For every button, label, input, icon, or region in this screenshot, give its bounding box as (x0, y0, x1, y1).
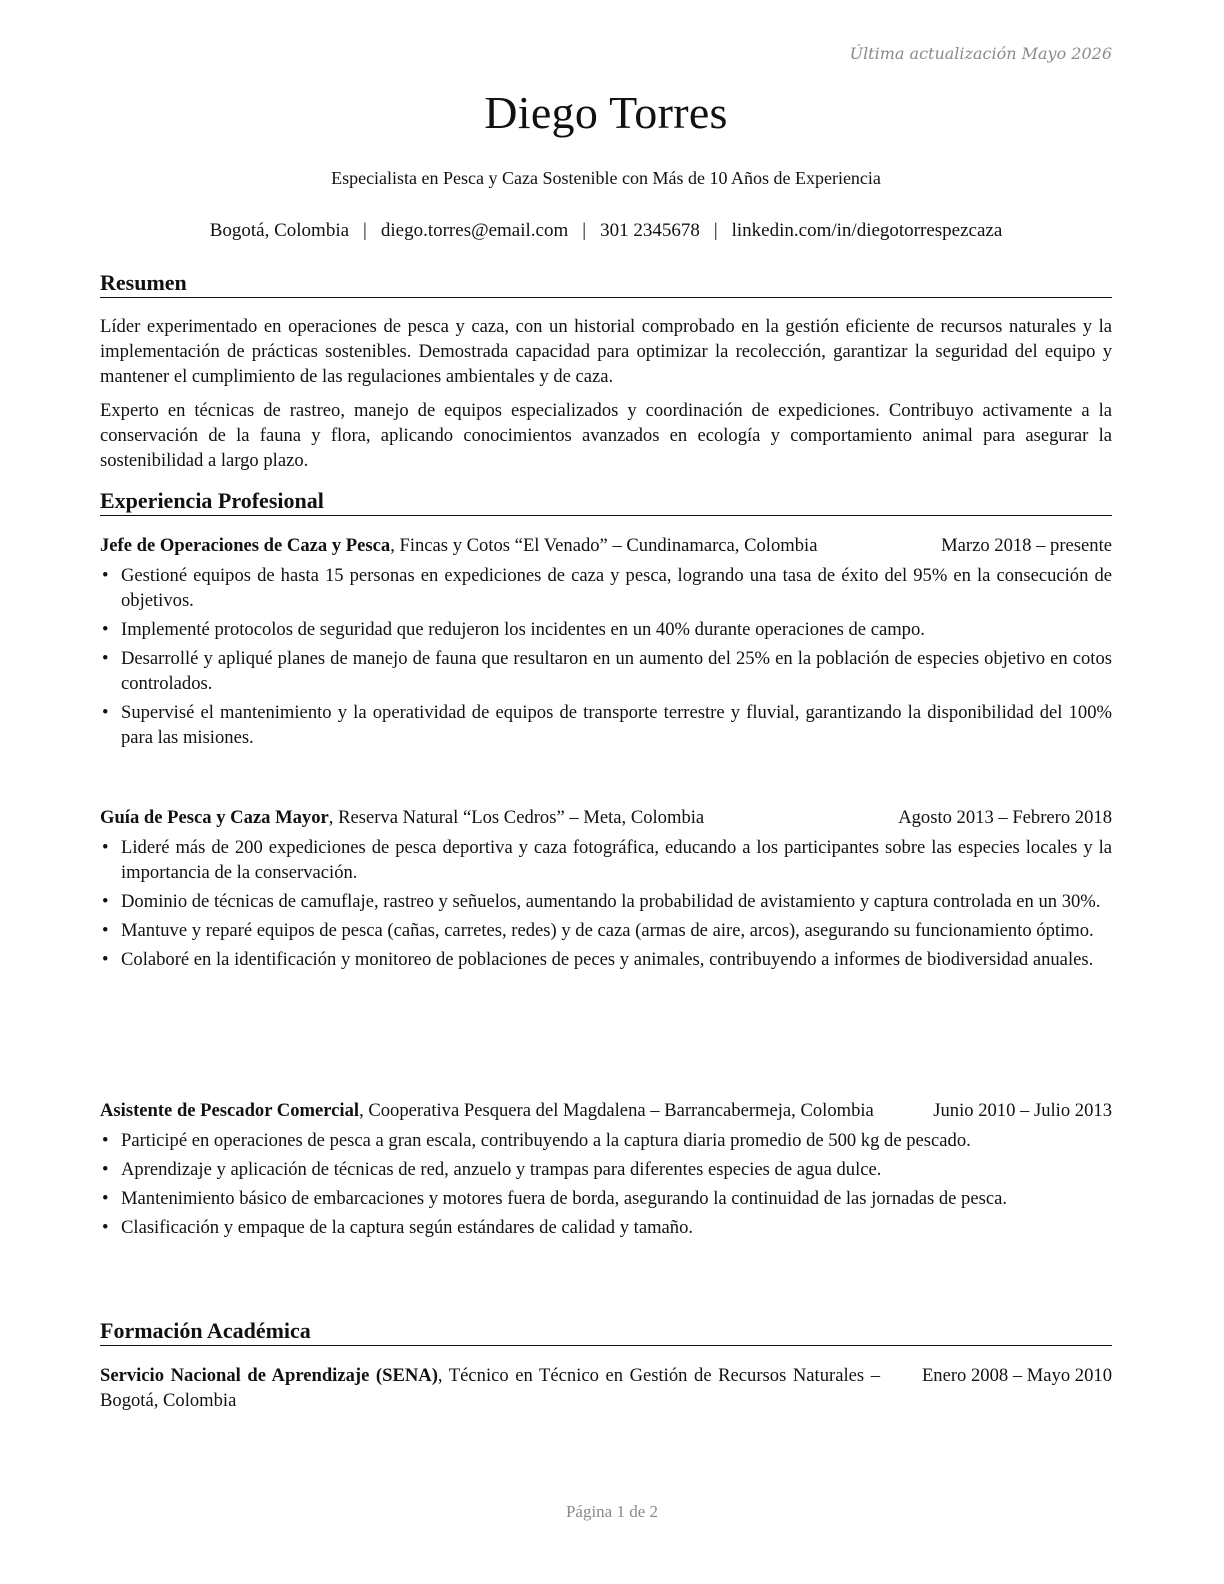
job-bullets (100, 835, 1112, 972)
bullet-item: • Dominio de técnicas de camuflaje, rastreo y señuelos, aumentando la probabilidad de avistamiento y captura controlada en un 30%. (100, 889, 1112, 914)
job-entry (100, 1098, 1112, 1244)
job-role: Jefe de Operaciones de Caza y Pesca (100, 535, 391, 556)
linkedin-link[interactable]: linkedin.com/in/diegotorrespezcaza (731, 220, 1003, 241)
education-dates: Enero 2008 – Mayo 2010 (921, 1365, 1112, 1386)
bullet-item: • Mantenimiento básico de embarcaciones y motores fuera de borda, asegurando la continuidad de las jornadas de pesca. (100, 1186, 1112, 1211)
job-title-line (100, 805, 860, 830)
job-role: Asistente de Pescador Comercial (100, 1100, 360, 1121)
job-entry (100, 805, 1112, 976)
job-org: , Cooperativa Pesquera del Magdalena – Barrancabermeja, Colombia (359, 1100, 874, 1121)
bullet-item: • Clasificación y empaque de la captura según estándares de calidad y tamaño. (100, 1215, 1112, 1240)
job-dates: Junio 2010 – Julio 2013 (933, 1100, 1112, 1121)
section-title-experience: Experiencia Profesional (100, 488, 1112, 516)
bullet-item: • Participé en operaciones de pesca a gran escala, contribuyendo a la captura diaria promedio de 500 kg de pescado. (100, 1128, 1112, 1153)
page-number: Página 1 de 2 (565, 1502, 659, 1521)
job-header (100, 805, 1112, 830)
job-role: Guía de Pesca y Caza Mayor (100, 807, 329, 828)
bullet-item: • Gestioné equipos de hasta 15 personas en expediciones de caza y pesca, logrando una tasa de éxito del 95% en la consecución de objetivos. (100, 563, 1112, 613)
bullet-item: • Implementé protocolos de seguridad que redujeron los incidentes en un 40% durante operaciones de campo. (100, 617, 1112, 642)
summary-paragraph: Experto en técnicas de rastreo, manejo de equipos especializados y coordinación de expediciones. Contribuyo activamente a la conservación de la fauna y flora, aplicando conocimientos avanzados en ecología y comportamiento animal para asegurar la sostenibilidad a largo plazo. (100, 400, 1112, 471)
email-link[interactable]: diego.torres@email.com (380, 220, 569, 241)
education-detail: , Técnico en Técnico en Gestión de Recursos Naturales – Bogotá, Colombia (100, 1365, 880, 1411)
job-header (100, 533, 1112, 558)
candidate-name: Diego Torres (484, 87, 728, 138)
section-title-education: Formación Académica (100, 1318, 1112, 1346)
education-header (100, 1363, 1112, 1413)
job-title-line (100, 533, 890, 558)
bullet-item: • Colaboré en la identificación y monitoreo de poblaciones de peces y animales, contribuyendo a informes de biodiversidad anuales. (100, 947, 1112, 972)
education-line (100, 1363, 880, 1413)
bullet-item: • Mantuve y reparé equipos de pesca (cañas, carretes, redes) y de caza (armas de aire, arcos), asegurando su funcionamiento óptimo. (100, 918, 1112, 943)
education-entry (100, 1363, 1112, 1413)
summary-paragraph: Líder experimentado en operaciones de pesca y caza, con un historial comprobado en la gestión eficiente de recursos naturales y la implementación de prácticas sostenibles. Demostrada capacidad para optimizar la recolección, garantizar la seguridad del equipo y mantener el cumplimiento de las regulaciones ambientales y de caza. (100, 316, 1112, 387)
section-title-summary: Resumen (100, 270, 1112, 298)
separator: | (713, 220, 718, 241)
separator: | (363, 220, 367, 241)
job-dates: Agosto 2013 – Febrero 2018 (898, 807, 1112, 828)
last-updated: Última actualización Mayo 2026 (849, 44, 1112, 63)
bullet-item: • Desarrollé y apliqué planes de manejo de fauna que resultaron en un aumento del 25% en la población de especies objetivo en cotos controlados. (100, 646, 1112, 696)
job-bullets (100, 563, 1112, 750)
phone: 301 2345678 (600, 220, 700, 241)
location: Bogotá, Colombia (209, 220, 350, 241)
job-title-line (100, 1098, 880, 1123)
headline: Especialista en Pesca y Caza Sostenible con Más de 10 Años de Experiencia (331, 168, 881, 188)
bullet-item: • Aprendizaje y aplicación de técnicas de red, anzuelo y trampas para diferentes especies de agua dulce. (100, 1157, 1112, 1182)
job-dates: Marzo 2018 – presente (941, 535, 1112, 556)
contact-line (100, 220, 1112, 242)
bullet-item: • Supervisé el mantenimiento y la operatividad de equipos de transporte terrestre y fluvial, garantizando la disponibilidad del 100% para las misiones. (100, 700, 1112, 750)
bullet-item: • Lideré más de 200 expediciones de pesca deportiva y caza fotográfica, educando a los participantes sobre las especies locales y la importancia de la conservación. (100, 835, 1112, 885)
job-org: , Fincas y Cotos “El Venado” – Cundinamarca, Colombia (390, 535, 818, 556)
job-header (100, 1098, 1112, 1123)
job-org: , Reserva Natural “Los Cedros” – Meta, Colombia (328, 807, 705, 828)
institution: Servicio Nacional de Aprendizaje (SENA) (100, 1365, 438, 1386)
separator: | (582, 220, 587, 241)
job-entry (100, 533, 1112, 754)
job-bullets (100, 1128, 1112, 1240)
